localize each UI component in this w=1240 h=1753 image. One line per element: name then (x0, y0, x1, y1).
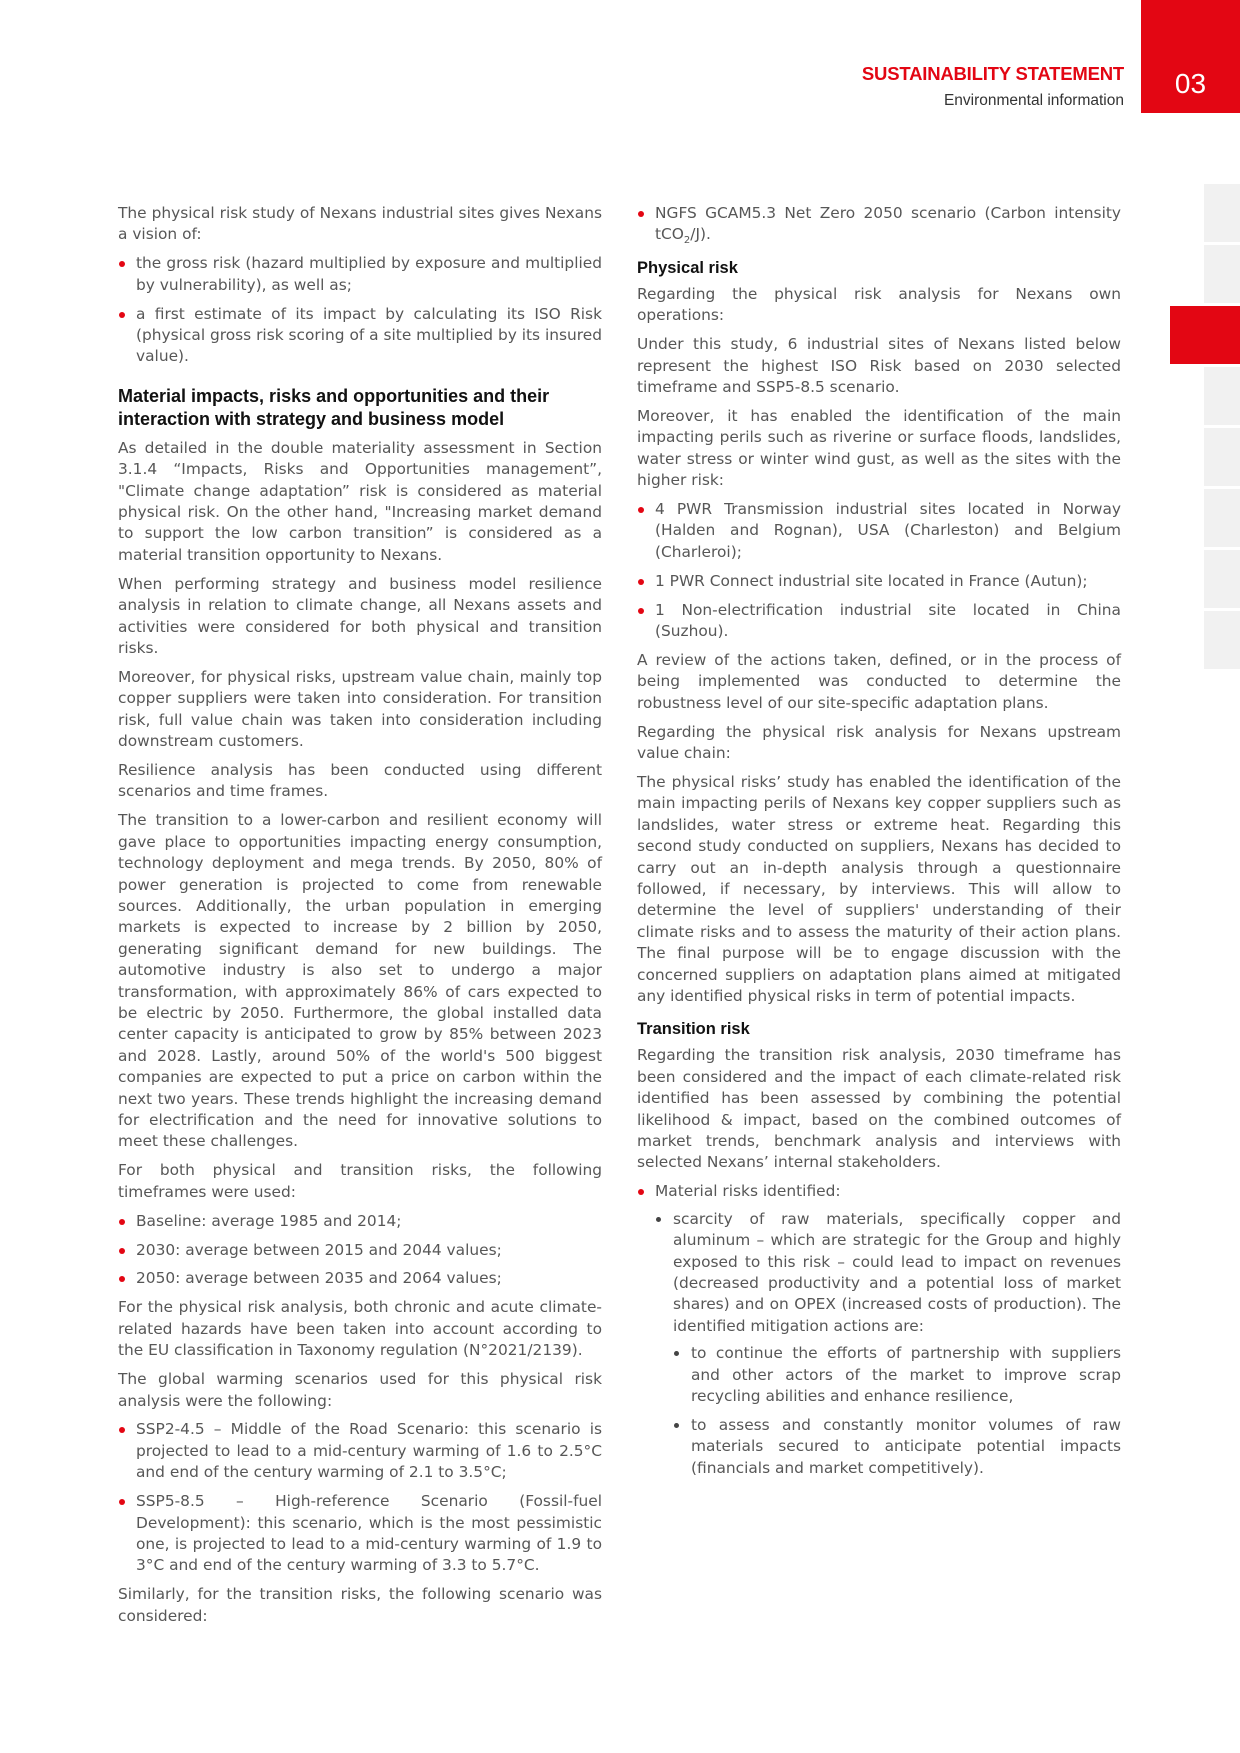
side-tab-2[interactable] (1204, 245, 1240, 303)
sites-list (637, 499, 1121, 642)
paragraph: Resilience analysis has been conducted using different scenarios and time frames. (118, 761, 602, 801)
list-item: SSP2-4.5 – Middle of the Road Scenario: this scenario is projected to lead to a mid-century warming of 1.6 to 2.5°C and end of the century warming of 2.1 to 3.5°C; (118, 1419, 602, 1483)
physical-risk-heading: Physical risk (637, 258, 738, 277)
paragraph: Regarding the transition risk analysis, 2030 timeframe has been considered and the impact of each climate-related risk identified has been assessed by combining the potential likelihood & impact, based on the combined outcomes of market trends, benchmark analysis and interviews with selected Nexans’ internal stakeholders. (637, 1046, 1121, 1172)
list-item: a first estimate of its impact by calculating its ISO Risk (physical gross risk scoring of a site multiplied by its insured value). (118, 304, 602, 368)
side-tab-6[interactable] (1204, 489, 1240, 547)
right-column (637, 203, 1121, 1487)
side-tab-1[interactable] (1204, 184, 1240, 242)
list-item: Baseline: average 1985 and 2014; (118, 1211, 602, 1232)
transition-risk-heading: Transition risk (637, 1020, 750, 1039)
paragraph: For the physical risk analysis, both chronic and acute climate-related hazards have been taken into account according to the EU classification in Taxonomy regulation (N°2021/2139). (118, 1298, 602, 1360)
list-item: to assess and constantly monitor volumes of raw materials secured to anticipate potential impacts (financials and market competitively). (673, 1415, 1121, 1479)
paragraph: Regarding the physical risk analysis for Nexans upstream value chain: (637, 722, 1121, 763)
section-title: SUSTAINABILITY STATEMENT (861, 63, 1124, 84)
paragraph: Similarly, for the transition risks, the following scenario was considered: (118, 1585, 602, 1625)
section-heading: Material impacts, risks and opportunities and their interaction with strategy and business model (118, 385, 550, 429)
list-item: 2030: average between 2015 and 2044 values; (118, 1240, 602, 1261)
left-column (118, 203, 602, 1635)
list-item: 2050: average between 2035 and 2064 values; (118, 1268, 602, 1289)
paragraph: Moreover, it has enabled the identification of the main impacting perils such as riverine or surface floods, landslides, water stress or winter wind gust, as well as the sites with the higher risk: (637, 406, 1121, 490)
paragraph: Moreover, for physical risks, upstream value chain, mainly top copper suppliers were taken into consideration. For transition risk, full value chain was taken into consideration including downstream customers. (118, 667, 602, 751)
paragraph: The physical risks’ study has enabled the identification of the main impacting perils of Nexans key copper suppliers such as landslides, water stress or extreme heat. Regarding this second study conducted on suppliers, Nexans has decided to carry out an in-depth analysis through a questionnaire followed, if necessary, by interviews. This will allow to determine the level of suppliers' understanding of their climate risks and to assess the maturity of their action plans. The final purpose will be to engage discussion with the concerned suppliers on adaptation plans aimed at mitigated any identified physical risks in term of potential impacts. (637, 772, 1121, 1005)
intro-paragraph: The physical risk study of Nexans industrial sites gives Nexans a vision of: (118, 204, 602, 244)
timeframes-list (118, 1211, 602, 1290)
paragraph: The global warming scenarios used for this physical risk analysis were the following: (118, 1370, 602, 1410)
list-item: SSP5-8.5 – High-reference Scenario (Fossil-fuel Development): this scenario, which is the most pessimistic one, is projected to lead to a mid-century warming of 1.9 to 3°C and end of the century warming of 3.3 to 5.7°C. (118, 1491, 602, 1577)
list-item: NGFS GCAM5.3 Net Zero 2050 scenario (Carbon intensity tCO$_2$/J). (637, 203, 1121, 246)
vision-list (118, 253, 602, 368)
chapter-tab[interactable] (1141, 0, 1240, 113)
list-item: Material risks identified: scarcity of raw materials, specifically copper and aluminum – which are strategic for the Group and highly exposed to this risk – could lead to impact on revenues (decreased productivity and a potential loss of market shares) and on OPEX (increased costs of production). The identified mitigation actions are: to continue the efforts of partnership with suppliers and other actors of the market to improve scrap recycling abilities and enhance resilience, to assess and constantly monitor volumes of raw materials secured to anticipate potential impacts (financials and market competitively). (637, 1181, 1121, 1479)
side-tab-8[interactable] (1204, 611, 1240, 669)
list-item: 1 Non-electrification industrial site located in China (Suzhou). (637, 600, 1121, 643)
paragraph: Regarding the physical risk analysis for Nexans own operations: (637, 284, 1121, 325)
list-item: 1 PWR Connect industrial site located in France (Autun); (637, 571, 1121, 592)
mitigation-list (673, 1343, 1121, 1479)
side-tab-7[interactable] (1204, 550, 1240, 608)
paragraph: A review of the actions taken, defined, or in the process of being implemented was conducted to determine the robustness level of our site-specific adaptation plans. (637, 650, 1121, 712)
material-risks-list (637, 1181, 1121, 1479)
paragraph: The transition to a lower-carbon and resilient economy will gave place to opportunities impacting energy consumption, technology deployment and mega trends. By 2050, 80% of power generation is projected to come from renewable sources. Additionally, the urban population in emerging markets is expected to increase by 2 billion by 2050, generating significant demand for new buildings. The automotive industry is also set to undergo a major transformation, with approximately 86% of cars expected to be electric by 2050. Furthermore, the global installed data center capacity is anticipated to grow by 85% between 2023 and 2028. Lastly, around 50% of the world's 500 biggest companies are expected to put a price on carbon within the next two years. These trends highlight the increasing demand for electrification and the need for innovative solutions to meet these challenges. (118, 811, 602, 1151)
nested-list (655, 1209, 1121, 1479)
scenarios-list (118, 1419, 602, 1576)
paragraph: As detailed in the double materiality assessment in Section 3.1.4 “Impacts, Risks and Opportunities management”, "Climate change adaptation” risk is considered as material physical risk. On the other hand, "Increasing market demand to support the low carbon transition” is considered as a material transition opportunity to Nexans. (118, 438, 602, 564)
list-item: the gross risk (hazard multiplied by exposure and multiplied by vulnerability), as well as; (118, 253, 602, 296)
side-tab-3-active[interactable] (1170, 306, 1240, 364)
side-tab-4[interactable] (1204, 367, 1240, 425)
transition-scenario-list (637, 203, 1121, 246)
chapter-number: 03 (1174, 68, 1207, 99)
paragraph: Under this study, 6 industrial sites of Nexans listed below represent the highest ISO Risk based on 2030 selected timeframe and SSP5-8.5 scenario. (637, 335, 1121, 396)
paragraph: For both physical and transition risks, the following timeframes were used: (118, 1161, 602, 1201)
list-item: 4 PWR Transmission industrial sites located in Norway (Halden and Rognan), USA (Charleston) and Belgium (Charleroi); (637, 499, 1121, 563)
section-subtitle: Environmental information (943, 92, 1124, 109)
list-item: scarcity of raw materials, specifically copper and aluminum – which are strategic for the Group and highly exposed to this risk – could lead to impact on revenues (decreased productivity and a potential loss of market shares) and on OPEX (increased costs of production). The identified mitigation actions are: to continue the efforts of partnership with suppliers and other actors of the market to improve scrap recycling abilities and enhance resilience, to assess and constantly monitor volumes of raw materials secured to anticipate potential impacts (financials and market competitively). (655, 1209, 1121, 1479)
list-item: to continue the efforts of partnership with suppliers and other actors of the market to improve scrap recycling abilities and enhance resilience, (673, 1343, 1121, 1407)
side-tab-5[interactable] (1204, 428, 1240, 486)
paragraph: When performing strategy and business model resilience analysis in relation to climate change, all Nexans assets and activities were considered for both physical and transition risks. (118, 574, 602, 657)
